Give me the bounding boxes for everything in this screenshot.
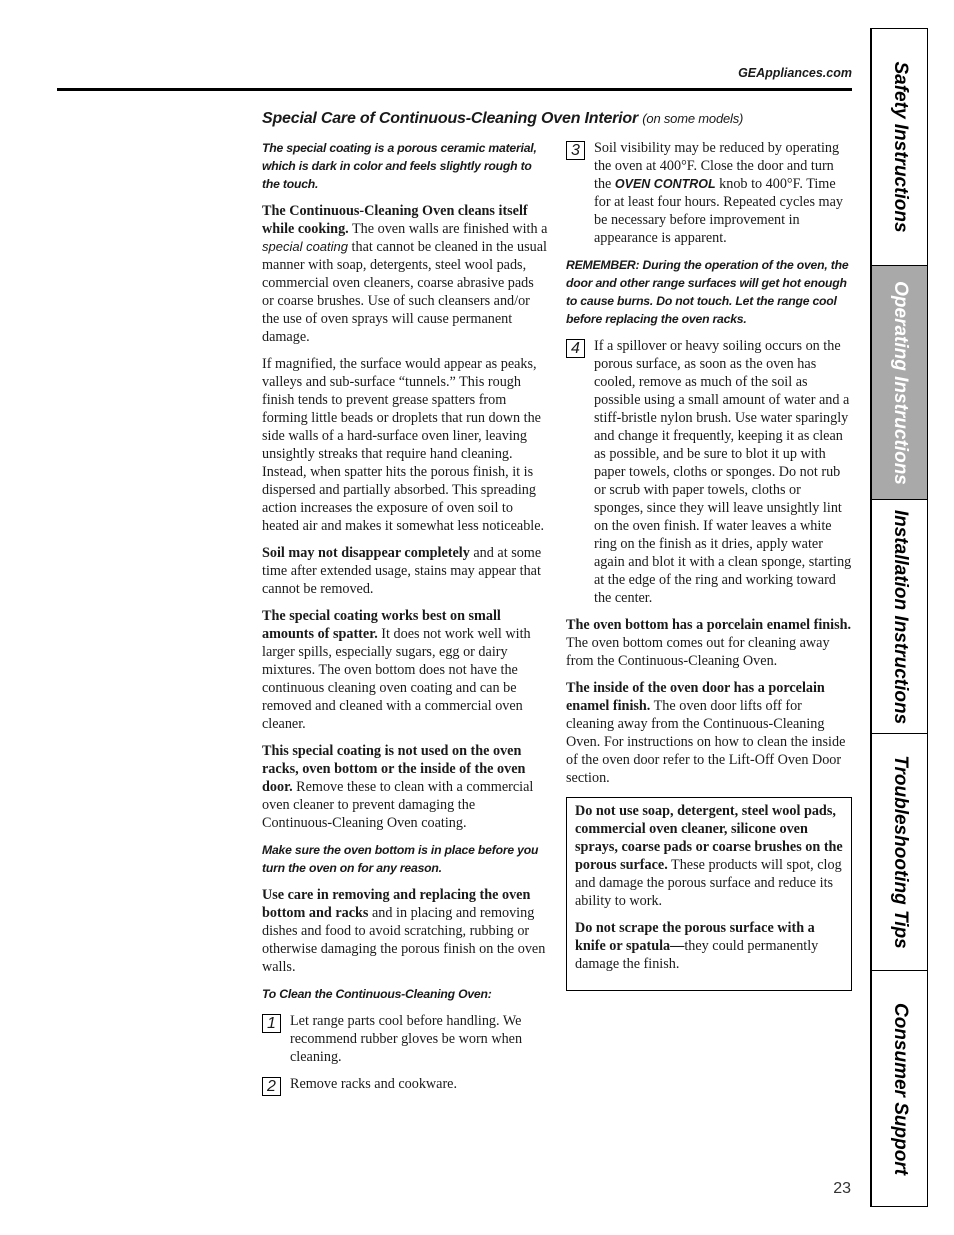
section-title xyxy=(262,110,743,128)
remember-note: REMEMBER: During the operation of the oven, the door and other range surfaces will get hot enough to cause burns. Do not touch. Let the range cool before replacing the oven racks. xyxy=(566,258,849,326)
paragraph-oven-bottom: The oven bottom has a porcelain enamel finish. The oven bottom comes out for cleaning away from the Continuous-Cleaning Oven. xyxy=(566,617,852,669)
warning-box xyxy=(566,797,852,991)
warning-box-paragraph-1: Do not use soap, detergent, steel wool pads, commercial oven cleaner, silicone oven sprays, coarse pads or coarse brushes on the porous surface. These products will spot, clog and damage the porous surface and reduce its ability to work. xyxy=(575,803,843,909)
step-number-2: 2 xyxy=(262,1077,281,1096)
section-tabs xyxy=(870,28,928,1207)
tab-troubleshooting-tips[interactable]: Troubleshooting Tips xyxy=(872,734,927,971)
steps-heading: To Clean the Continuous-Cleaning Oven: xyxy=(262,987,492,1001)
intro-note: The special coating is a porous ceramic material, which is dark in color and feels slightly rough to the touch. xyxy=(262,141,537,191)
paragraph-use-care: Use care in removing and replacing the oven bottom and racks and in placing and removing dishes and food to avoid scratching, rubbing or otherwise damaging the porous finish on the oven walls. xyxy=(262,887,546,975)
step-number-4: 4 xyxy=(566,339,585,358)
tab-safety-instructions[interactable]: Safety Instructions xyxy=(872,29,927,266)
left-column xyxy=(262,139,548,1102)
header-rule xyxy=(57,88,852,91)
right-column xyxy=(566,139,852,991)
site-url: GEAppliances.com xyxy=(738,66,852,80)
page-number: 23 xyxy=(833,1180,851,1197)
special-coating-term: special coating xyxy=(262,239,348,254)
step-number-1: 1 xyxy=(262,1014,281,1033)
step-2: 2 Remove racks and cookware. xyxy=(262,1075,548,1093)
oven-bottom-note: Make sure the oven bottom is in place before you turn the oven on for any reason. xyxy=(262,843,539,875)
tab-operating-instructions[interactable]: Operating Instructions xyxy=(872,266,927,500)
tab-consumer-support[interactable]: Consumer Support xyxy=(889,1002,911,1175)
tab-installation-instructions[interactable]: Installation Instructions xyxy=(872,500,927,734)
paragraph-not-used: This special coating is not used on the oven racks, oven bottom or the inside of the oven door. Remove these to clean with a commercial oven cleaner to prevent damaging the Continuous-Cleaning Oven coating. xyxy=(262,743,534,831)
paragraph-magnified: If magnified, the surface would appear as peaks, valleys and sub-surface “tunnels.” This rough finish tends to prevent grease spatters from forming little beads or droplets that run down the side walls of a hard-surface oven liner, leaving unsightly streaks that require hand cleaning. Instead, when spatter hits the porous finish, it is dispersed and partially absorbed. This spreading action increases the exposure of oven soil to heated air and makes it somewhat less noticeable. xyxy=(262,356,545,534)
paragraph-soil: Soil may not disappear completely and at some time after extended usage, stains may appear that cannot be removed. xyxy=(262,545,542,597)
paragraph-self-cleaning: The Continuous-Cleaning Oven cleans itself while cooking. The oven walls are finished with a special coating that cannot be cleaned in the usual manner with soap, detergents, steel wool pads, commercial oven cleaners, coarse abrasive pads or coarse brushes. Use of such cleansers and/or the use of oven sprays will cause permanent damage. xyxy=(262,203,548,345)
step-number-3: 3 xyxy=(566,141,585,160)
paragraph-oven-door: The inside of the oven door has a porcelain enamel finish. The oven door lifts off for cleaning away from the Continuous-Cleaning Oven. For instructions on how to clean the inside of the oven door refer to the Lift-Off Oven Door section. xyxy=(566,680,846,786)
paragraph-small-spatter: The special coating works best on small amounts of spatter. It does not work well with larger spills, especially sugars, egg or dairy mixtures. The oven bottom does not have the continuous cleaning oven coating and can be removed and cleaned with a commercial oven cleaner. xyxy=(262,608,531,732)
section-title-sub: (on some models) xyxy=(642,111,744,126)
step-3: 3 Soil visibility may be reduced by operating the oven at 400°F. Close the door and turn the OVEN CONTROL knob to 400°F. Time for at least four hours. Repeated cycles may be necessary before improvement in appearance is apparent. xyxy=(566,139,852,247)
step-4: 4 If a spillover or heavy soiling occurs on the porous surface, as soon as the oven has cooled, remove as much of the soil as possible using a small amount of water and a stiff-bristle nylon brush. Use water sparingly and change it frequently, keeping it as clean as possible, and be sure to blot it up with paper towels, cloths or sponges. Do not rub or scrub with paper towels, cloths or sponges, since they will leave unsightly lint on the oven finish. If water leaves a white ring on the finish as it dries, apply water again and blot it with a clean sponge, starting at the edge of the ring and working toward the center. xyxy=(566,337,852,607)
warning-box-paragraph-2: Do not scrape the porous surface with a knife or spatula—they could permanently damage the finish. xyxy=(575,920,819,972)
section-title-main: Special Care of Continuous-Cleaning Oven Interior xyxy=(262,110,639,127)
oven-control-label: OVEN CONTROL xyxy=(614,177,716,191)
step-1: 1 Let range parts cool before handling. We recommend rubber gloves be worn when cleaning. xyxy=(262,1012,548,1066)
